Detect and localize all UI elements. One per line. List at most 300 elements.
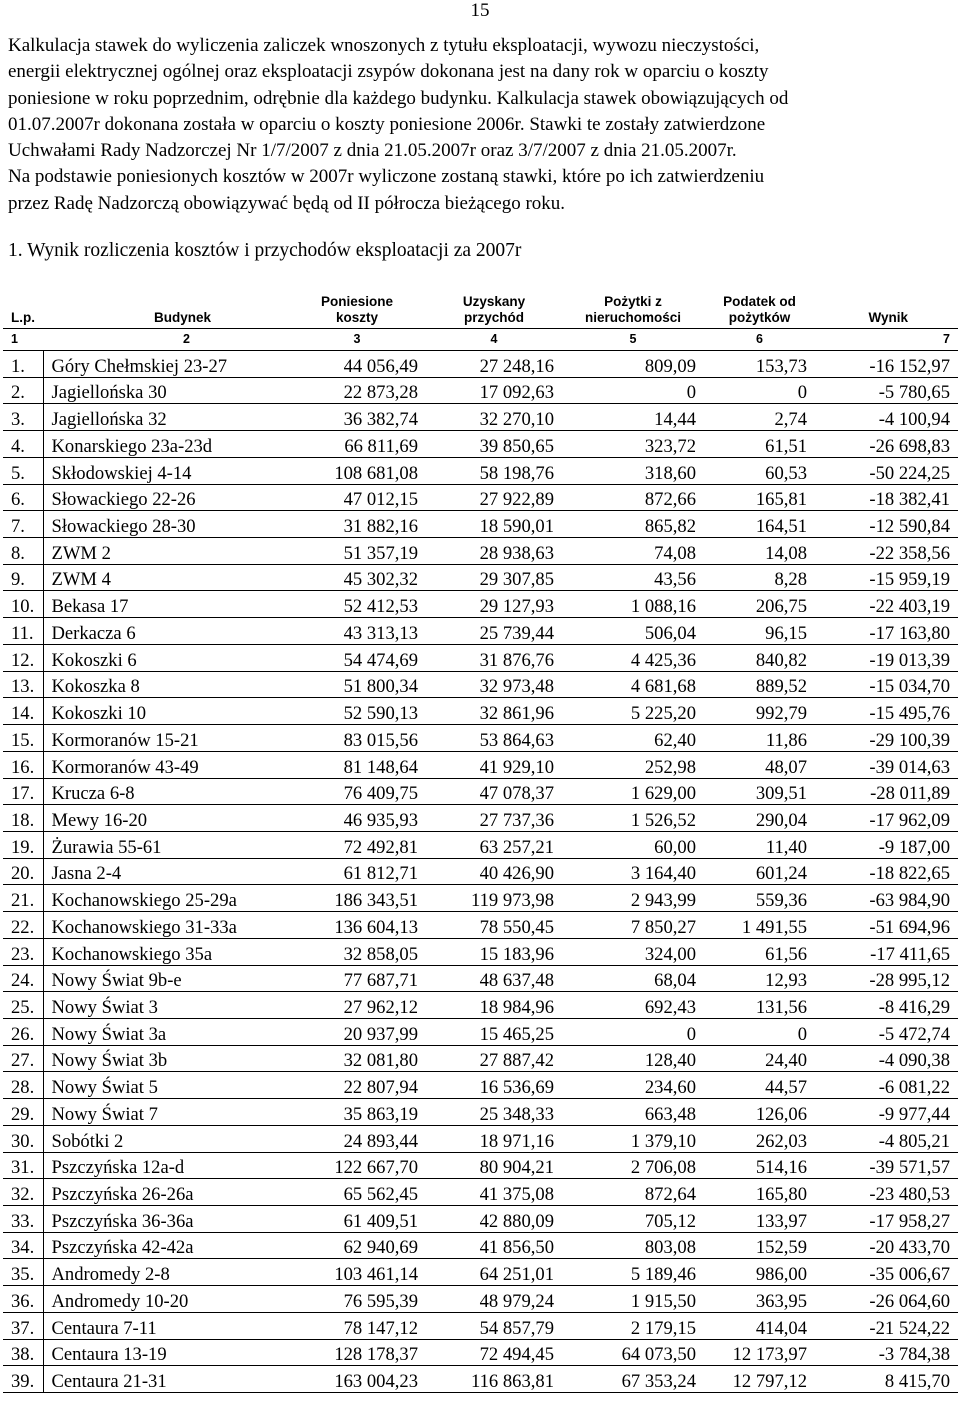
result-value: -19 013,39 — [815, 644, 958, 671]
tax-value: 0 — [704, 1018, 815, 1045]
costs-value: 24 893,44 — [288, 1125, 426, 1152]
tax-value: 12 173,97 — [704, 1339, 815, 1366]
result-value: -28 995,12 — [815, 965, 958, 992]
building-name: Kochanowskiego 35a — [43, 938, 288, 965]
building-name: Słowackiego 28-30 — [43, 511, 288, 538]
row-lp: 16. — [3, 751, 43, 778]
tax-value: 262,03 — [704, 1125, 815, 1152]
row-lp: 15. — [3, 725, 43, 752]
property-income-value: 67 353,24 — [562, 1366, 704, 1393]
row-lp: 5. — [3, 457, 43, 484]
table-row — [3, 404, 958, 431]
table-row — [3, 805, 958, 832]
revenue-value: 41 375,08 — [426, 1179, 562, 1206]
result-value: -15 495,76 — [815, 698, 958, 725]
property-income-value: 4 425,36 — [562, 644, 704, 671]
costs-value: 27 962,12 — [288, 992, 426, 1019]
row-lp: 17. — [3, 778, 43, 805]
building-name: Jasna 2-4 — [43, 858, 288, 885]
tax-value: 363,95 — [704, 1286, 815, 1313]
property-income-value: 2 706,08 — [562, 1152, 704, 1179]
tax-value: 8,28 — [704, 564, 815, 591]
building-name: Kormoranów 15-21 — [43, 725, 288, 752]
costs-value: 78 147,12 — [288, 1312, 426, 1339]
result-value: -4 090,38 — [815, 1045, 958, 1072]
table-row — [3, 1366, 958, 1393]
tax-value: 131,56 — [704, 992, 815, 1019]
building-name: ZWM 4 — [43, 564, 288, 591]
table-row — [3, 1125, 958, 1152]
result-value: -12 590,84 — [815, 511, 958, 538]
header-pozytki-line1: Pożytki z — [604, 294, 662, 309]
revenue-value: 116 863,81 — [426, 1366, 562, 1393]
property-income-value: 803,08 — [562, 1232, 704, 1259]
row-lp: 22. — [3, 912, 43, 939]
column-number: 4 — [426, 329, 562, 351]
revenue-value: 40 426,90 — [426, 858, 562, 885]
header-koszty — [288, 290, 426, 329]
costs-value: 52 590,13 — [288, 698, 426, 725]
costs-value: 76 595,39 — [288, 1286, 426, 1313]
building-name: Nowy Świat 7 — [43, 1099, 288, 1126]
result-value: -4 100,94 — [815, 404, 958, 431]
tax-value: 414,04 — [704, 1312, 815, 1339]
row-lp: 26. — [3, 1018, 43, 1045]
table-row — [3, 778, 958, 805]
result-value: -16 152,97 — [815, 351, 958, 378]
revenue-value: 28 938,63 — [426, 538, 562, 565]
table-row — [3, 591, 958, 618]
table-row — [3, 698, 958, 725]
table-row — [3, 992, 958, 1019]
costs-value: 32 858,05 — [288, 938, 426, 965]
tax-value: 840,82 — [704, 644, 815, 671]
result-value: -20 433,70 — [815, 1232, 958, 1259]
result-value: -4 805,21 — [815, 1125, 958, 1152]
result-value: -5 472,74 — [815, 1018, 958, 1045]
result-value: -39 571,57 — [815, 1152, 958, 1179]
result-value: -18 822,65 — [815, 858, 958, 885]
table-row — [3, 1072, 958, 1099]
tax-value: 290,04 — [704, 805, 815, 832]
table-row — [3, 377, 958, 404]
table-row — [3, 1259, 958, 1286]
header-pozytki-line2: nieruchomości — [584, 310, 682, 325]
property-income-value: 1 088,16 — [562, 591, 704, 618]
revenue-value: 64 251,01 — [426, 1259, 562, 1286]
costs-value: 62 940,69 — [288, 1232, 426, 1259]
costs-value: 22 807,94 — [288, 1072, 426, 1099]
costs-value: 66 811,69 — [288, 431, 426, 458]
tax-value: 0 — [704, 377, 815, 404]
column-number-row — [3, 329, 958, 351]
table-row — [3, 1312, 958, 1339]
property-income-value: 7 850,27 — [562, 912, 704, 939]
tax-value: 2,74 — [704, 404, 815, 431]
costs-value: 163 004,23 — [288, 1366, 426, 1393]
tax-value: 601,24 — [704, 858, 815, 885]
revenue-value: 119 973,98 — [426, 885, 562, 912]
result-value: -26 064,60 — [815, 1286, 958, 1313]
building-name: Góry Chełmskiej 23-27 — [43, 351, 288, 378]
revenue-value: 78 550,45 — [426, 912, 562, 939]
property-income-value: 705,12 — [562, 1206, 704, 1233]
building-name: Nowy Świat 3b — [43, 1045, 288, 1072]
revenue-value: 16 536,69 — [426, 1072, 562, 1099]
table-row — [3, 858, 958, 885]
result-value: -22 403,19 — [815, 591, 958, 618]
result-value: -39 014,63 — [815, 751, 958, 778]
result-value: -8 416,29 — [815, 992, 958, 1019]
result-value: -35 006,67 — [815, 1259, 958, 1286]
property-income-value: 60,00 — [562, 831, 704, 858]
tax-value: 61,56 — [704, 938, 815, 965]
revenue-value: 27 737,36 — [426, 805, 562, 832]
costs-value: 72 492,81 — [288, 831, 426, 858]
table-row — [3, 644, 958, 671]
revenue-value: 47 078,37 — [426, 778, 562, 805]
table-row — [3, 671, 958, 698]
row-lp: 36. — [3, 1286, 43, 1313]
table-row — [3, 912, 958, 939]
tax-value: 165,80 — [704, 1179, 815, 1206]
revenue-value: 18 971,16 — [426, 1125, 562, 1152]
table-row — [3, 885, 958, 912]
result-value: -9 187,00 — [815, 831, 958, 858]
column-number: 6 — [704, 329, 815, 351]
building-name: Derkacza 6 — [43, 618, 288, 645]
building-name: Sobótki 2 — [43, 1125, 288, 1152]
costs-value: 83 015,56 — [288, 725, 426, 752]
revenue-value: 80 904,21 — [426, 1152, 562, 1179]
costs-value: 46 935,93 — [288, 805, 426, 832]
tax-value: 165,81 — [704, 484, 815, 511]
row-lp: 30. — [3, 1125, 43, 1152]
property-income-value: 252,98 — [562, 751, 704, 778]
building-name: Centaura 21-31 — [43, 1366, 288, 1393]
property-income-value: 43,56 — [562, 564, 704, 591]
costs-value: 77 687,71 — [288, 965, 426, 992]
costs-value: 32 081,80 — [288, 1045, 426, 1072]
revenue-value: 18 590,01 — [426, 511, 562, 538]
tax-value: 309,51 — [704, 778, 815, 805]
table-row — [3, 1339, 958, 1366]
revenue-value: 41 856,50 — [426, 1232, 562, 1259]
tax-value: 96,15 — [704, 618, 815, 645]
table-row — [3, 1152, 958, 1179]
row-lp: 34. — [3, 1232, 43, 1259]
costs-value: 51 800,34 — [288, 671, 426, 698]
result-value: -51 694,96 — [815, 912, 958, 939]
row-lp: 29. — [3, 1099, 43, 1126]
result-value: -9 977,44 — [815, 1099, 958, 1126]
tax-value: 48,07 — [704, 751, 815, 778]
property-income-value: 128,40 — [562, 1045, 704, 1072]
tax-value: 889,52 — [704, 671, 815, 698]
row-lp: 18. — [3, 805, 43, 832]
revenue-value: 48 979,24 — [426, 1286, 562, 1313]
table-row — [3, 618, 958, 645]
revenue-value: 53 864,63 — [426, 725, 562, 752]
property-income-value: 68,04 — [562, 965, 704, 992]
tax-value: 559,36 — [704, 885, 815, 912]
tax-value: 60,53 — [704, 457, 815, 484]
table-row — [3, 1232, 958, 1259]
row-lp: 7. — [3, 511, 43, 538]
table-row — [3, 831, 958, 858]
table-row — [3, 725, 958, 752]
revenue-value: 58 198,76 — [426, 457, 562, 484]
tax-value: 11,86 — [704, 725, 815, 752]
costs-value: 122 667,70 — [288, 1152, 426, 1179]
column-number: 5 — [562, 329, 704, 351]
header-podatek-line1: Podatek od — [723, 294, 796, 309]
row-lp: 13. — [3, 671, 43, 698]
tax-value: 164,51 — [704, 511, 815, 538]
building-name: Jagiellońska 30 — [43, 377, 288, 404]
header-przychod — [426, 290, 562, 329]
revenue-value: 32 973,48 — [426, 671, 562, 698]
column-number: 7 — [815, 329, 958, 351]
property-income-value: 3 164,40 — [562, 858, 704, 885]
tax-value: 153,73 — [704, 351, 815, 378]
building-name: Kochanowskiego 31-33a — [43, 912, 288, 939]
row-lp: 11. — [3, 618, 43, 645]
row-lp: 37. — [3, 1312, 43, 1339]
row-lp: 25. — [3, 992, 43, 1019]
intro-line: energii elektrycznej ogólnej oraz eksploatacji zsypów dokonana jest na dany rok w oparciu o koszty — [8, 61, 769, 83]
revenue-value: 72 494,45 — [426, 1339, 562, 1366]
property-income-value: 1 915,50 — [562, 1286, 704, 1313]
table-row — [3, 1286, 958, 1313]
tax-value: 992,79 — [704, 698, 815, 725]
costs-value: 52 412,53 — [288, 591, 426, 618]
header-lp: L.p. — [11, 310, 35, 325]
tax-value: 24,40 — [704, 1045, 815, 1072]
column-number: 3 — [288, 329, 426, 351]
result-value: -17 411,65 — [815, 938, 958, 965]
column-number: 2 — [43, 329, 288, 351]
costs-value: 54 474,69 — [288, 644, 426, 671]
row-lp: 33. — [3, 1206, 43, 1233]
property-income-value: 865,82 — [562, 511, 704, 538]
building-name: Centaura 13-19 — [43, 1339, 288, 1366]
costs-value: 61 812,71 — [288, 858, 426, 885]
settlement-table — [3, 290, 958, 1393]
building-name: Centaura 7-11 — [43, 1312, 288, 1339]
tax-value: 12 797,12 — [704, 1366, 815, 1393]
tax-value: 206,75 — [704, 591, 815, 618]
table-row — [3, 511, 958, 538]
page-number: 15 — [470, 0, 490, 21]
table-row — [3, 1099, 958, 1126]
revenue-value: 15 183,96 — [426, 938, 562, 965]
property-income-value: 1 379,10 — [562, 1125, 704, 1152]
result-value: -15 959,19 — [815, 564, 958, 591]
result-value: -28 011,89 — [815, 778, 958, 805]
tax-value: 12,93 — [704, 965, 815, 992]
costs-value: 47 012,15 — [288, 484, 426, 511]
property-income-value: 663,48 — [562, 1099, 704, 1126]
property-income-value: 872,64 — [562, 1179, 704, 1206]
row-lp: 39. — [3, 1366, 43, 1393]
row-lp: 3. — [3, 404, 43, 431]
building-name: Słowackiego 22-26 — [43, 484, 288, 511]
costs-value: 35 863,19 — [288, 1099, 426, 1126]
intro-line: Na podstawie poniesionych kosztów w 2007r wyliczone zostaną stawki, które po ich zatwierdzeniu — [8, 166, 765, 188]
result-value: -17 962,09 — [815, 805, 958, 832]
property-income-value: 1 629,00 — [562, 778, 704, 805]
header-podatek — [704, 290, 815, 329]
table-row — [3, 1206, 958, 1233]
row-lp: 9. — [3, 564, 43, 591]
revenue-value: 27 248,16 — [426, 351, 562, 378]
building-name: Nowy Świat 3a — [43, 1018, 288, 1045]
header-pozytki — [562, 290, 704, 329]
row-lp: 21. — [3, 885, 43, 912]
building-name: Żurawia 55-61 — [43, 831, 288, 858]
property-income-value: 324,00 — [562, 938, 704, 965]
result-value: -5 780,65 — [815, 377, 958, 404]
building-name: Pszczyńska 12a-d — [43, 1152, 288, 1179]
property-income-value: 692,43 — [562, 992, 704, 1019]
revenue-value: 42 880,09 — [426, 1206, 562, 1233]
table-row — [3, 1045, 958, 1072]
table-row — [3, 938, 958, 965]
costs-value: 76 409,75 — [288, 778, 426, 805]
costs-value: 43 313,13 — [288, 618, 426, 645]
tax-value: 11,40 — [704, 831, 815, 858]
revenue-value: 32 861,96 — [426, 698, 562, 725]
result-value: 8 415,70 — [815, 1366, 958, 1393]
intro-line: poniesione w roku poprzednim, odrębnie dla każdego budynku. Kalkulacja stawek obowiązujących od — [8, 87, 789, 109]
costs-value: 36 382,74 — [288, 404, 426, 431]
revenue-value: 27 922,89 — [426, 484, 562, 511]
tax-value: 61,51 — [704, 431, 815, 458]
result-value: -15 034,70 — [815, 671, 958, 698]
result-value: -22 358,56 — [815, 538, 958, 565]
building-name: Jagiellońska 32 — [43, 404, 288, 431]
table-row — [3, 965, 958, 992]
result-value: -18 382,41 — [815, 484, 958, 511]
header-przychod-line1: Uzyskany — [462, 294, 526, 309]
revenue-value: 48 637,48 — [426, 965, 562, 992]
table-row — [3, 457, 958, 484]
property-income-value: 809,09 — [562, 351, 704, 378]
table-row — [3, 1179, 958, 1206]
table-row — [3, 431, 958, 458]
tax-value: 1 491,55 — [704, 912, 815, 939]
property-income-value: 74,08 — [562, 538, 704, 565]
property-income-value: 5 189,46 — [562, 1259, 704, 1286]
costs-value: 20 937,99 — [288, 1018, 426, 1045]
revenue-value: 41 929,10 — [426, 751, 562, 778]
result-value: -23 480,53 — [815, 1179, 958, 1206]
building-name: Pszczyńska 36-36a — [43, 1206, 288, 1233]
revenue-value: 27 887,42 — [426, 1045, 562, 1072]
revenue-value: 63 257,21 — [426, 831, 562, 858]
costs-value: 136 604,13 — [288, 912, 426, 939]
building-name: Nowy Świat 9b-e — [43, 965, 288, 992]
header-podatek-line2: pożytków — [728, 310, 791, 325]
table-row — [3, 564, 958, 591]
intro-paragraph — [8, 33, 956, 217]
result-value: -17 163,80 — [815, 618, 958, 645]
revenue-value: 39 850,65 — [426, 431, 562, 458]
row-lp: 8. — [3, 538, 43, 565]
tax-value: 133,97 — [704, 1206, 815, 1233]
property-income-value: 0 — [562, 377, 704, 404]
building-name: Kokoszka 8 — [43, 671, 288, 698]
building-name: ZWM 2 — [43, 538, 288, 565]
revenue-value: 15 465,25 — [426, 1018, 562, 1045]
costs-value: 44 056,49 — [288, 351, 426, 378]
costs-value: 31 882,16 — [288, 511, 426, 538]
section-heading: 1. Wynik rozliczenia kosztów i przychodów eksploatacji za 2007r — [8, 240, 522, 261]
result-value: -3 784,38 — [815, 1339, 958, 1366]
row-lp: 32. — [3, 1179, 43, 1206]
row-lp: 31. — [3, 1152, 43, 1179]
revenue-value: 25 739,44 — [426, 618, 562, 645]
table-row — [3, 484, 958, 511]
building-name: Skłodowskiej 4-14 — [43, 457, 288, 484]
intro-line: przez Radę Nadzorczą obowiązywać będą od II półrocza bieżącego roku. — [8, 192, 566, 214]
property-income-value: 14,44 — [562, 404, 704, 431]
intro-line: 01.07.2007r dokonana została w oparciu o koszty poniesione 2006r. Stawki te zostały zatwierdzone — [8, 113, 766, 135]
intro-line: Uchwałami Rady Nadzorczej Nr 1/7/2007 z dnia 21.05.2007r oraz 3/7/2007 z dnia 21.05.2007r. — [8, 140, 737, 162]
property-income-value: 2 179,15 — [562, 1312, 704, 1339]
costs-value: 22 873,28 — [288, 377, 426, 404]
result-value: -6 081,22 — [815, 1072, 958, 1099]
tax-value: 514,16 — [704, 1152, 815, 1179]
row-lp: 27. — [3, 1045, 43, 1072]
costs-value: 45 302,32 — [288, 564, 426, 591]
tax-value: 126,06 — [704, 1099, 815, 1126]
revenue-value: 54 857,79 — [426, 1312, 562, 1339]
row-lp: 23. — [3, 938, 43, 965]
header-koszty-line2: koszty — [335, 310, 379, 325]
building-name: Andromedy 10-20 — [43, 1286, 288, 1313]
row-lp: 28. — [3, 1072, 43, 1099]
building-name: Pszczyńska 26-26a — [43, 1179, 288, 1206]
property-income-value: 64 073,50 — [562, 1339, 704, 1366]
table-header-row — [3, 290, 958, 329]
building-name: Andromedy 2-8 — [43, 1259, 288, 1286]
tax-value: 14,08 — [704, 538, 815, 565]
building-name: Kokoszki 10 — [43, 698, 288, 725]
table-row — [3, 751, 958, 778]
building-name: Konarskiego 23a-23d — [43, 431, 288, 458]
header-wynik: Wynik — [868, 310, 908, 325]
property-income-value: 2 943,99 — [562, 885, 704, 912]
costs-value: 81 148,64 — [288, 751, 426, 778]
tax-value: 44,57 — [704, 1072, 815, 1099]
revenue-value: 18 984,96 — [426, 992, 562, 1019]
row-lp: 2. — [3, 377, 43, 404]
row-lp: 38. — [3, 1339, 43, 1366]
table-row — [3, 351, 958, 378]
property-income-value: 0 — [562, 1018, 704, 1045]
row-lp: 6. — [3, 484, 43, 511]
result-value: -50 224,25 — [815, 457, 958, 484]
revenue-value: 31 876,76 — [426, 644, 562, 671]
property-income-value: 506,04 — [562, 618, 704, 645]
building-name: Krucza 6-8 — [43, 778, 288, 805]
column-number: 1 — [3, 329, 43, 351]
property-income-value: 323,72 — [562, 431, 704, 458]
building-name: Pszczyńska 42-42a — [43, 1232, 288, 1259]
property-income-value: 1 526,52 — [562, 805, 704, 832]
